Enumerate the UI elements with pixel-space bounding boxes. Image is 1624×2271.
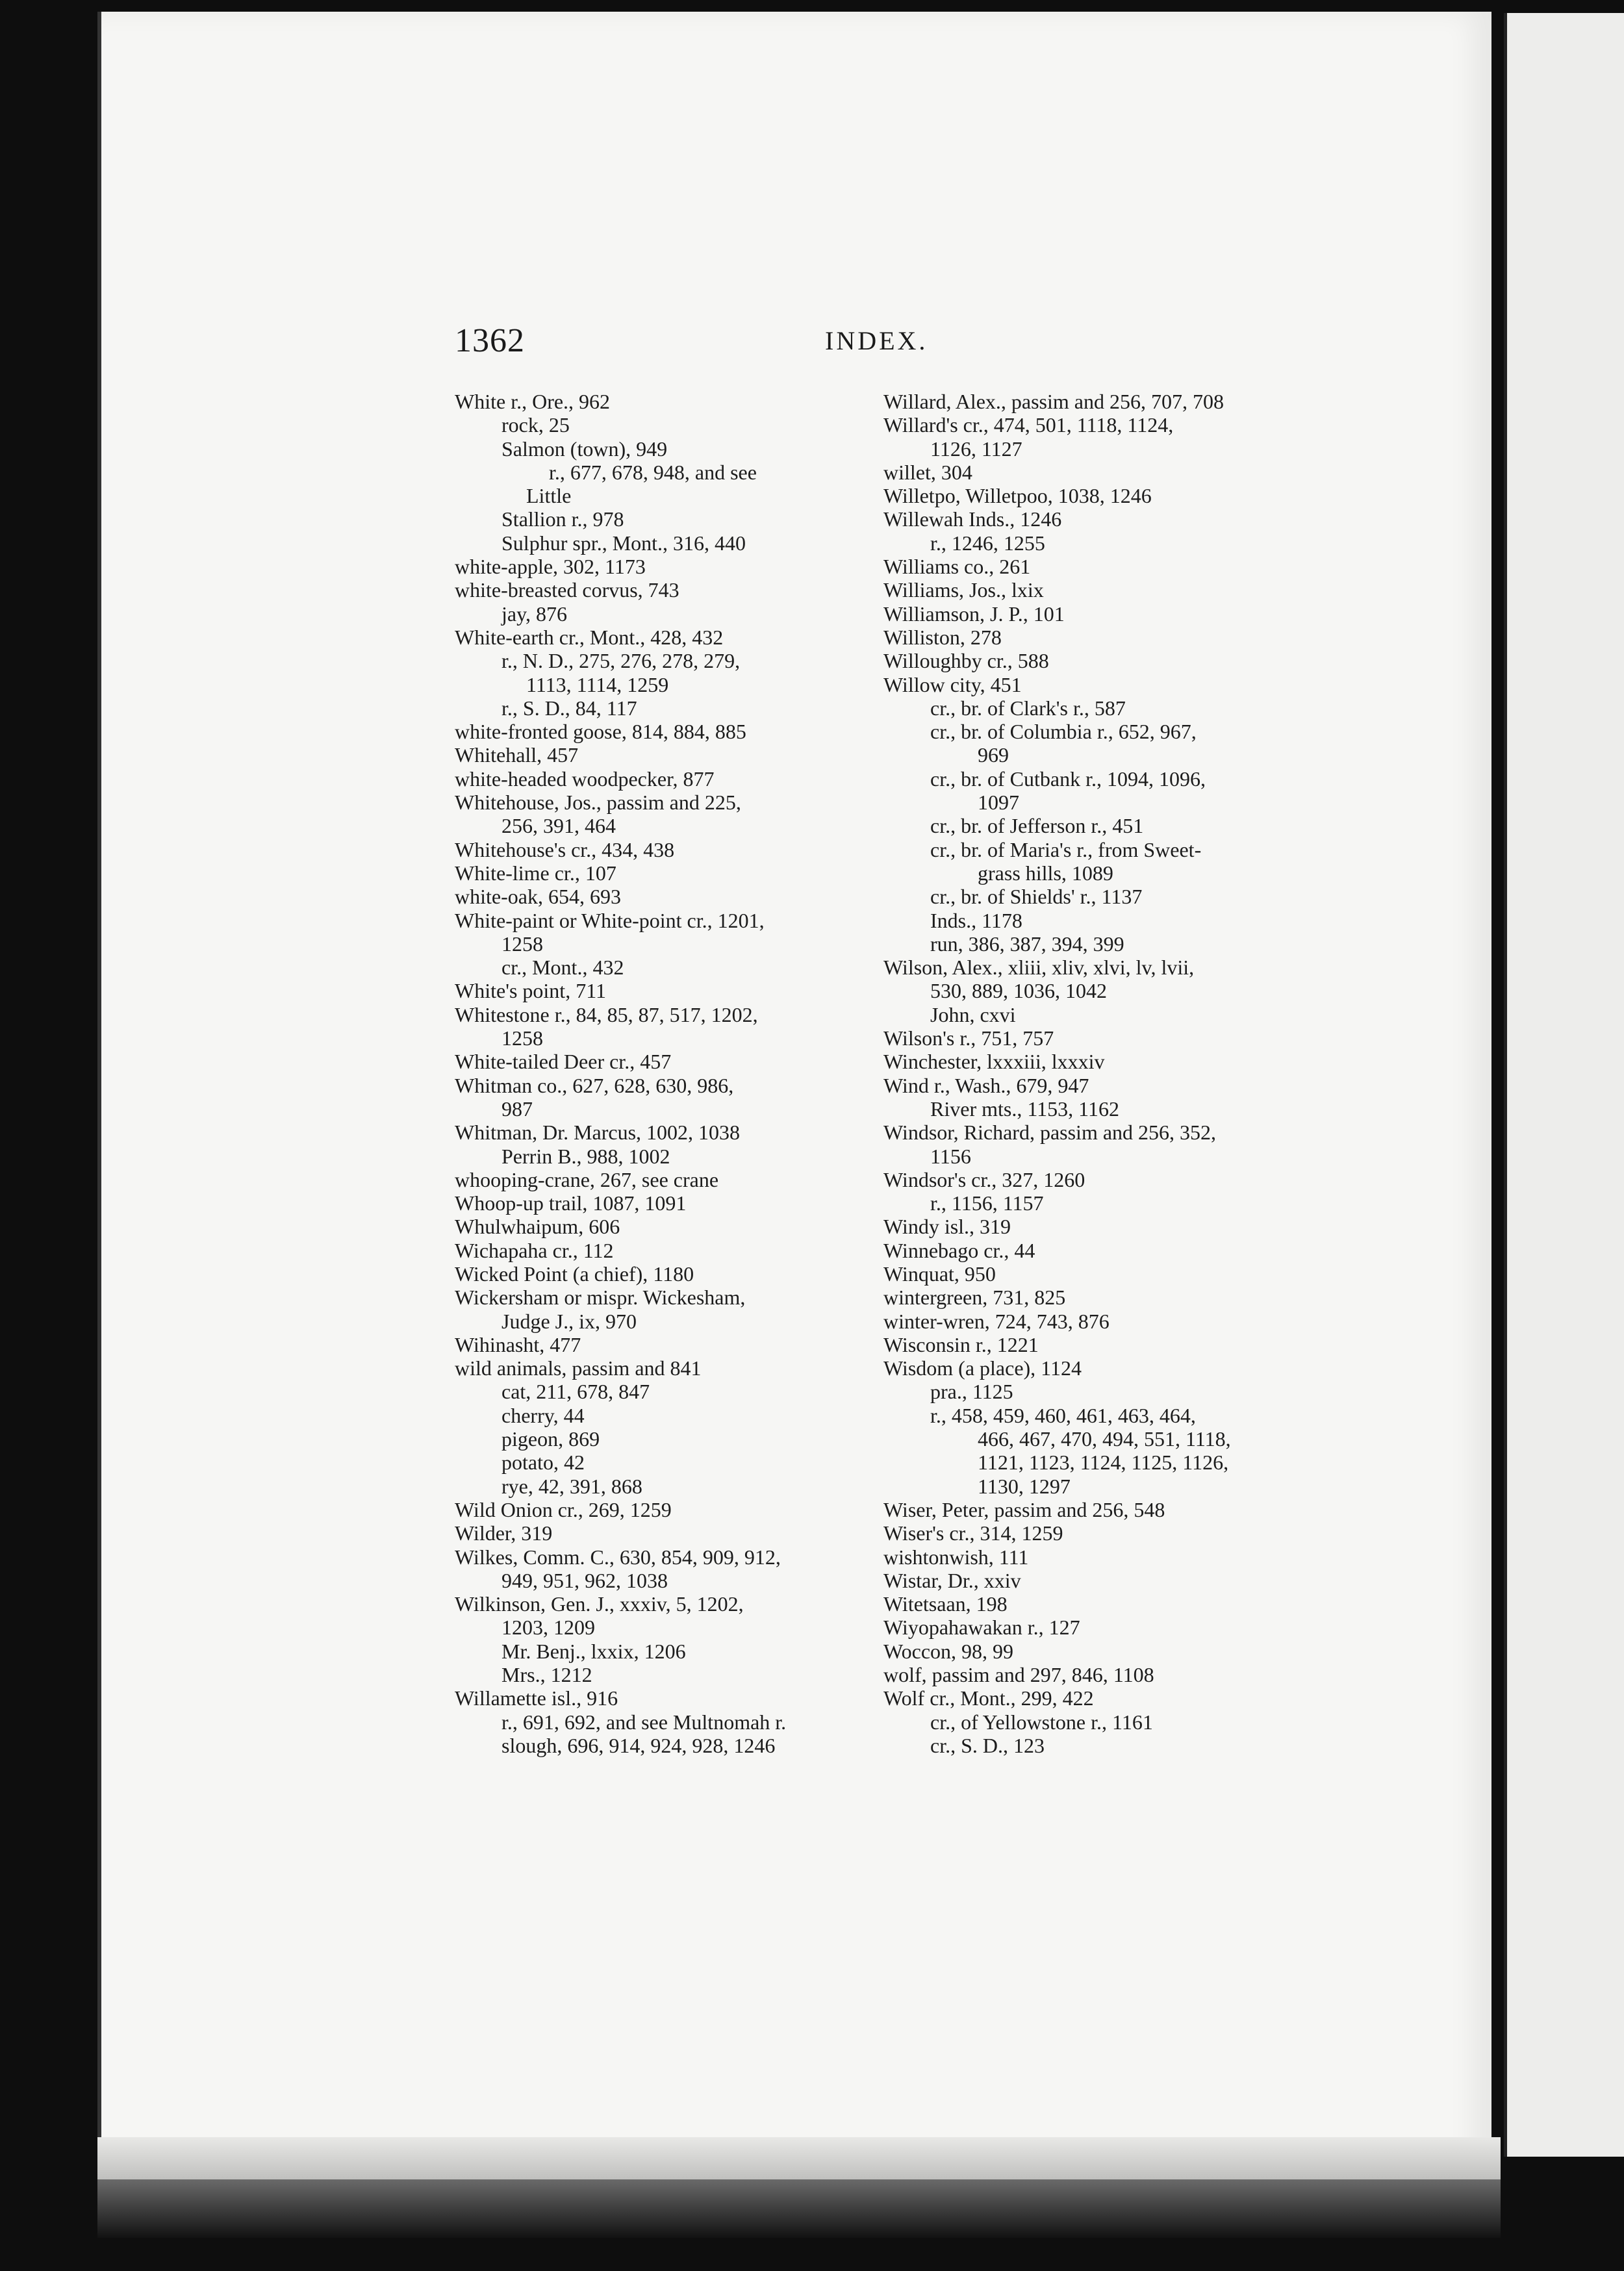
index-entry: 949, 951, 962, 1038 [501,1568,668,1592]
index-entry: Perrin B., 988, 1002 [501,1144,670,1168]
index-entry: pra., 1125 [930,1380,1013,1404]
index-entry: Mrs., 1212 [501,1663,592,1687]
index-entry: Willow city, 451 [883,672,1022,696]
index-entry: Sulphur spr., Mont., 316, 440 [501,531,746,555]
index-entry: Winchester, lxxxiii, lxxxiv [883,1050,1105,1074]
index-entry: white-oak, 654, 693 [455,885,621,909]
index-entry: Little [526,484,572,508]
index-column-right [883,390,1299,1757]
index-entry: wishtonwish, 111 [883,1545,1029,1569]
index-column-left [455,390,870,1757]
index-entry: white-apple, 302, 1173 [455,555,646,579]
index-entry: r., S. D., 84, 117 [501,696,637,720]
index-entry: 1258 [501,1026,543,1050]
index-entry: Wilkinson, Gen. J., xxxiv, 5, 1202, [455,1592,744,1616]
index-entry: Wilson's r., 751, 757 [883,1026,1054,1050]
index-entry: River mts., 1153, 1162 [930,1097,1119,1121]
index-entry: Whitehouse's cr., 434, 438 [455,837,675,861]
index-entry: Inds., 1178 [930,908,1022,932]
index-entry: Wiser, Peter, passim and 256, 548 [883,1497,1165,1521]
index-entry: white-breasted corvus, 743 [455,578,679,602]
index-entry: wolf, passim and 297, 846, 1108 [883,1663,1154,1687]
index-entry: 1126, 1127 [930,437,1022,461]
index-entry: slough, 696, 914, 924, 928, 1246 [501,1733,776,1757]
index-entry: Whitman, Dr. Marcus, 1002, 1038 [455,1121,741,1145]
index-entry: rock, 25 [501,413,570,437]
index-entry: potato, 42 [501,1451,585,1475]
index-entry: cherry, 44 [501,1403,585,1427]
index-entry: Williston, 278 [883,625,1002,649]
page-header [455,322,1299,367]
index-entry: Wistar, Dr., xxiv [883,1568,1021,1592]
index-entry: white-fronted goose, 814, 884, 885 [455,720,746,744]
index-entry: Whitehall, 457 [455,743,579,767]
index-entry: wild animals, passim and 841 [455,1356,702,1380]
index-entry: Wolf cr., Mont., 299, 422 [883,1686,1094,1710]
index-entry: Stallion r., 978 [501,507,624,531]
index-entry: White r., Ore., 962 [455,390,611,413]
index-entry: 969 [978,743,1009,767]
index-entry: cr., br. of Jefferson r., 451 [930,814,1144,838]
index-entry: Whitestone r., 84, 85, 87, 517, 1202, [455,1002,758,1026]
index-entry: White's point, 711 [455,979,606,1003]
index-entry: Judge J., ix, 970 [501,1309,637,1333]
index-entry: John, cxvi [930,1002,1016,1026]
index-entry: grass hills, 1089 [978,861,1113,885]
index-entry: Winnebago cr., 44 [883,1238,1035,1262]
index-entry: Williamson, J. P., 101 [883,602,1065,626]
index-entry: 256, 391, 464 [501,814,616,838]
index-entry: Whoop-up trail, 1087, 1091 [455,1191,687,1215]
index-entry: Wihinasht, 477 [455,1332,581,1356]
index-entry: cr., Mont., 432 [501,956,624,980]
index-entry: cr., br. of Cutbank r., 1094, 1096, [930,767,1206,791]
index-entry: rye, 42, 391, 868 [501,1474,642,1498]
facing-page-edge [1504,13,1624,2157]
index-entry: 1121, 1123, 1124, 1125, 1126, [978,1451,1229,1475]
index-entry: cr., br. of Clark's r., 587 [930,696,1126,720]
page-number: 1362 [455,322,525,359]
index-entry: whooping-crane, 267, see crane [455,1167,719,1191]
index-entry: White-paint or White-point cr., 1201, [455,908,765,932]
index-entry: Winquat, 950 [883,1262,996,1286]
index-entry: Wind r., Wash., 679, 947 [883,1073,1089,1097]
index-entry: 1203, 1209 [501,1616,595,1640]
index-entry: White-tailed Deer cr., 457 [455,1050,672,1074]
index-entry: Wicked Point (a chief), 1180 [455,1262,694,1286]
index-entry: Woccon, 98, 99 [883,1639,1014,1663]
index-entry: Wiyopahawakan r., 127 [883,1616,1080,1640]
index-entry: cr., S. D., 123 [930,1733,1045,1757]
index-entry: 1258 [501,932,543,956]
index-entry: Wichapaha cr., 112 [455,1238,614,1262]
index-entry: r., 458, 459, 460, 461, 463, 464, [930,1403,1196,1427]
page-bottom-edge [97,2137,1501,2183]
index-entry: Wickersham or mispr. Wickesham, [455,1286,746,1310]
index-entry: Wild Onion cr., 269, 1259 [455,1497,672,1521]
index-entry: 1130, 1297 [978,1474,1071,1498]
index-entry: Willard, Alex., passim and 256, 707, 708 [883,390,1224,413]
index-entry: Willamette isl., 916 [455,1686,618,1710]
index-entry: r., 1246, 1255 [930,531,1045,555]
index-entry: cat, 211, 678, 847 [501,1380,650,1404]
index-entry: White-lime cr., 107 [455,861,616,885]
index-entry: Williams co., 261 [883,555,1031,579]
index-entry: 1113, 1114, 1259 [526,672,669,696]
index-entry: r., 691, 692, and see Multnomah r. [501,1710,787,1734]
index-entry: cr., br. of Maria's r., from Sweet- [930,837,1202,861]
index-entry: Wilder, 319 [455,1521,553,1545]
index-entry: wintergreen, 731, 825 [883,1286,1066,1310]
index-entry: Willewah Inds., 1246 [883,507,1062,531]
index-entry: white-headed woodpecker, 877 [455,767,715,791]
index-entry: White-earth cr., Mont., 428, 432 [455,625,724,649]
index-entry: Whitman co., 627, 628, 630, 986, [455,1073,734,1097]
index-entry: Wilkes, Comm. C., 630, 854, 909, 912, [455,1545,781,1569]
binding-shadow [97,2179,1501,2238]
index-entry: Willetpo, Willetpoo, 1038, 1246 [883,484,1152,508]
index-entry: r., 1156, 1157 [930,1191,1044,1215]
index-entry: cr., br. of Columbia r., 652, 967, [930,720,1197,744]
index-entry: Windy isl., 319 [883,1215,1011,1239]
index-entry: 466, 467, 470, 494, 551, 1118, [978,1427,1231,1451]
index-entry: Willoughby cr., 588 [883,649,1049,673]
index-entry: willet, 304 [883,460,972,484]
index-entry: Windsor, Richard, passim and 256, 352, [883,1121,1217,1145]
index-entry: Windsor's cr., 327, 1260 [883,1167,1085,1191]
index-entry: r., 677, 678, 948, and see [549,460,757,484]
index-entry: 1156 [930,1144,971,1168]
index-entry: Wiser's cr., 314, 1259 [883,1521,1063,1545]
index-entry: run, 386, 387, 394, 399 [930,932,1124,956]
running-head: INDEX. [825,326,928,355]
index-entry: 530, 889, 1036, 1042 [930,979,1107,1003]
index-entry: 987 [501,1097,533,1121]
index-entry: 1097 [978,791,1019,815]
index-entry: Whulwhaipum, 606 [455,1215,620,1239]
index-entry: Witetsaan, 198 [883,1592,1008,1616]
index-entry: Williams, Jos., lxix [883,578,1044,602]
index-entry: Wilson, Alex., xliii, xliv, xlvi, lv, lvii, [883,956,1195,980]
index-entry: Willard's cr., 474, 501, 1118, 1124, [883,413,1174,437]
index-entry: cr., of Yellowstone r., 1161 [930,1710,1153,1734]
index-entry: Whitehouse, Jos., passim and 225, [455,791,741,815]
index-entry: Wisdom (a place), 1124 [883,1356,1082,1380]
index-entry: cr., br. of Shields' r., 1137 [930,885,1143,909]
index-entry: jay, 876 [501,602,568,626]
index-entry: r., N. D., 275, 276, 278, 279, [501,649,741,673]
index-entry: pigeon, 869 [501,1427,600,1451]
index-entry: Wisconsin r., 1221 [883,1332,1039,1356]
index-entry: winter-wren, 724, 743, 876 [883,1309,1110,1333]
index-entry: Mr. Benj., lxxix, 1206 [501,1639,686,1663]
index-entry: Salmon (town), 949 [501,437,668,461]
